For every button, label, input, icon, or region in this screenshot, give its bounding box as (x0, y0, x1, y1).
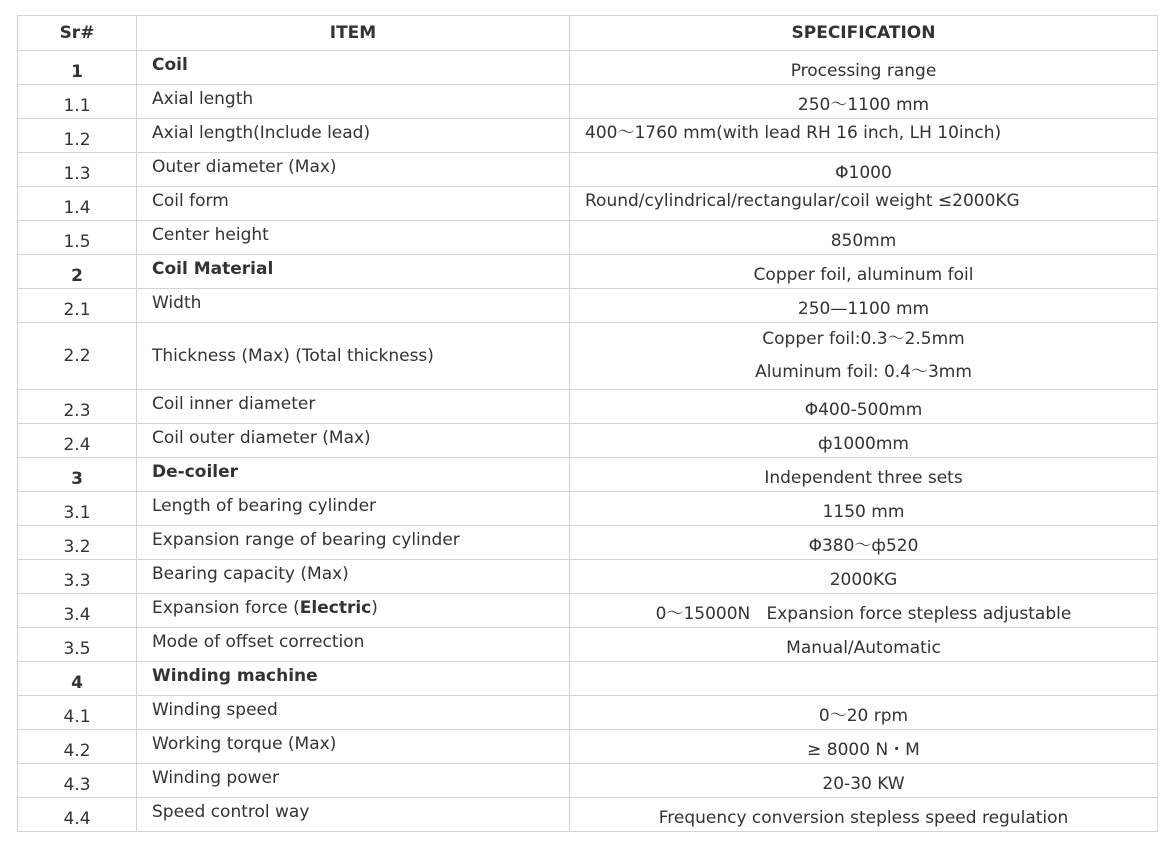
item-cell: Coil form (137, 187, 570, 221)
spec-cell: Independent three sets (570, 458, 1158, 492)
table-header-row (18, 16, 1158, 51)
item-text: Expansion force ( (152, 598, 300, 618)
table-row (18, 424, 1158, 458)
sr-cell: 4 (18, 662, 137, 696)
spec-cell: 250—1100 mm (570, 289, 1158, 323)
table-row (18, 255, 1158, 289)
item-cell: Mode of offset correction (137, 628, 570, 662)
sr-cell: 3.2 (18, 526, 137, 560)
header-sr: Sr# (18, 16, 137, 51)
table-row (18, 119, 1158, 153)
spec-cell: Φ380～ф520 (570, 526, 1158, 560)
sr-cell: 2 (18, 255, 137, 289)
sr-cell: 4.1 (18, 696, 137, 730)
spec-cell: ф1000mm (570, 424, 1158, 458)
spec-cell: 20-30 KW (570, 764, 1158, 798)
specification-table (17, 15, 1158, 832)
item-cell: Width (137, 289, 570, 323)
item-bold-text: Electric (299, 598, 372, 618)
table-row (18, 51, 1158, 85)
table-row (18, 594, 1158, 628)
header-item: ITEM (137, 16, 570, 51)
spec-cell: Frequency conversion stepless speed regulation (570, 798, 1158, 832)
table-row (18, 560, 1158, 594)
item-cell: Winding power (137, 764, 570, 798)
table-row (18, 390, 1158, 424)
spec-line-copper: Copper foil:0.3～2.5mm (762, 329, 965, 349)
item-cell: Working torque (Max) (137, 730, 570, 764)
table-row (18, 628, 1158, 662)
item-cell: Axial length (137, 85, 570, 119)
sr-cell: 2.3 (18, 390, 137, 424)
spec-cell: Copper foil, aluminum foil (570, 255, 1158, 289)
spec-cell: Φ400-500mm (570, 390, 1158, 424)
item-cell (137, 594, 570, 628)
spec-cell: 1150 mm (570, 492, 1158, 526)
table-row (18, 458, 1158, 492)
item-cell: Coil outer diameter (Max) (137, 424, 570, 458)
table-row (18, 153, 1158, 187)
sr-cell: 4.3 (18, 764, 137, 798)
item-cell: Axial length(Include lead) (137, 119, 570, 153)
table-row (18, 289, 1158, 323)
item-cell: Length of bearing cylinder (137, 492, 570, 526)
sr-cell: 2.1 (18, 289, 137, 323)
item-tail-text: ) (371, 598, 378, 618)
item-cell: Coil inner diameter (137, 390, 570, 424)
spec-cell: 250～1100 mm (570, 85, 1158, 119)
table-row (18, 798, 1158, 832)
spec-cell: Processing range (570, 51, 1158, 85)
spec-line-aluminum: Aluminum foil: 0.4～3mm (755, 362, 972, 382)
spec-cell (570, 323, 1158, 390)
item-cell: Winding speed (137, 696, 570, 730)
sr-cell: 3 (18, 458, 137, 492)
sr-cell: 2.2 (18, 323, 137, 390)
sr-cell: 1.1 (18, 85, 137, 119)
header-specification: SPECIFICATION (570, 16, 1158, 51)
table-row (18, 492, 1158, 526)
table-row (18, 323, 1158, 390)
sr-cell: 4.4 (18, 798, 137, 832)
table-row (18, 187, 1158, 221)
sr-cell: 1 (18, 51, 137, 85)
sr-cell: 3.1 (18, 492, 137, 526)
sr-cell: 1.3 (18, 153, 137, 187)
item-cell: Center height (137, 221, 570, 255)
spec-cell: Manual/Automatic (570, 628, 1158, 662)
item-cell: Coil Material (137, 255, 570, 289)
spec-cell: 2000KG (570, 560, 1158, 594)
table-row (18, 221, 1158, 255)
table-row (18, 662, 1158, 696)
spec-cell: Φ1000 (570, 153, 1158, 187)
item-cell: Coil (137, 51, 570, 85)
item-cell: Thickness (Max) (Total thickness) (137, 323, 570, 390)
sr-cell: 3.3 (18, 560, 137, 594)
table-row (18, 730, 1158, 764)
item-cell: Winding machine (137, 662, 570, 696)
sr-cell: 4.2 (18, 730, 137, 764)
item-cell: Speed control way (137, 798, 570, 832)
sr-cell: 2.4 (18, 424, 137, 458)
item-cell: Expansion range of bearing cylinder (137, 526, 570, 560)
table-row (18, 85, 1158, 119)
sr-cell: 3.5 (18, 628, 137, 662)
spec-cell: 0～20 rpm (570, 696, 1158, 730)
table-row (18, 764, 1158, 798)
table-row (18, 526, 1158, 560)
spec-cell: Round/cylindrical/rectangular/coil weight ≤2000KG (570, 187, 1158, 221)
item-cell: Bearing capacity (Max) (137, 560, 570, 594)
spec-cell: 0～15000N Expansion force stepless adjustable (570, 594, 1158, 628)
sr-cell: 1.4 (18, 187, 137, 221)
spec-cell: ≥ 8000 N・M (570, 730, 1158, 764)
spec-table-wrapper (17, 15, 1158, 832)
spec-cell (570, 662, 1158, 696)
sr-cell: 1.5 (18, 221, 137, 255)
item-cell: Outer diameter (Max) (137, 153, 570, 187)
spec-cell: 850mm (570, 221, 1158, 255)
table-row (18, 696, 1158, 730)
spec-cell: 400～1760 mm(with lead RH 16 inch, LH 10inch) (570, 119, 1158, 153)
sr-cell: 3.4 (18, 594, 137, 628)
sr-cell: 1.2 (18, 119, 137, 153)
item-cell: De-coiler (137, 458, 570, 492)
